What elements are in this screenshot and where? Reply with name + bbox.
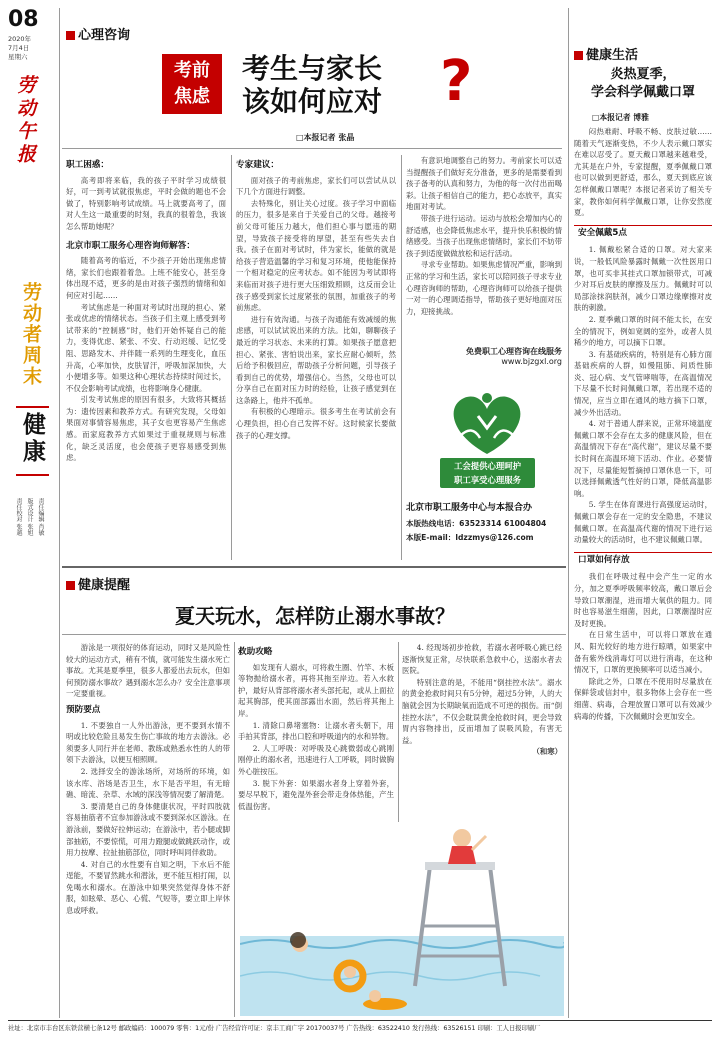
life-p5: 5. 学生在体育课进行高强度运动时，佩戴口罩会存在一定的安全隐患，不建议佩戴口罩。在高温高代谢的情况下进行运动量较大的活动时，也不建议佩戴口罩。 <box>574 500 712 545</box>
life-byline: □本报记者 博雅 <box>592 113 649 122</box>
trouble-heading: 职工困惑： <box>66 160 109 170</box>
org-info <box>406 500 566 543</box>
life-p2: 2. 夏季戴口罩的时间不能太长，在安全的情况下，例如宽阔的室外，或者人员稀少的地方，可以摘下口罩。 <box>574 314 712 348</box>
swim-col-3 <box>402 642 562 822</box>
rescue-p4: 3. 脱下外套：如果溺水者身上穿着外套，要尽早脱下，避免湿外套会带走身体热能，产生低温伤害。 <box>238 778 394 811</box>
answer-p1: 随着高考的临近，不少孩子开始出现焦虑情绪，家长们也跟着着急。上班不能安心，甚至身体出现不适，更多的是由对孩子强烈的情绪和如何应对引起…… <box>66 256 226 300</box>
trouble-text: 高考即将来临，我的孩子平时学习成绩很好，可一到考试就很焦虑，平时会做的题也不会做了，特别影响考试成绩。马上就要高考了，面对人生这一最重要的时刻，我真的很着急，我该怎么帮助她呢？ <box>66 175 226 231</box>
swim-credit: （和寒） <box>532 747 562 757</box>
expert-p5: 有意识地调整自己的努力。考前家长可以适当提醒孩子们做好充分准备，更多的是需要看到孩子备考的认真和努力，为他的每一次付出而喝彩。让孩子相信自己的能力，把心态放平，真实地面对考试。 <box>406 156 562 212</box>
lifeguard-illustration <box>240 826 564 1016</box>
editor-line-2: 版式设计 张旭 <box>26 498 33 536</box>
badge-line-2: 焦虑 <box>174 86 210 107</box>
issue-weekday: 星期六 <box>8 53 28 61</box>
logo-slogan-2: 职工享受心理服务 <box>454 475 521 485</box>
expert-p2: 去特殊化，别让关心过度。孩子学习中面临的压力，很多是来自于关爱自己的父母。越接考前父母可能压力越大，他们担心事与愿违的期望，导致孩子接受将的厚望，甚至有些失去自我。孩子在面对考试时，伴为家长，能做的就是给孩子营造温馨的学习和复习环境，使他能保持一个相对稳定的应考状态。如不能因为考试即将来临而对孩子进行更大压细致照顾，这反而会让孩子感受到家长过度紧张的氛围，加重孩子的考前焦虑。 <box>236 198 396 313</box>
masthead <box>8 8 56 208</box>
center-url: www.bjzgxl.org <box>501 357 562 366</box>
swim-p4: 4. 对自己的水性要有自知之明，下水后不能逞能，不要冒然跳水和潜泳，更不能互相打闹，以免喝水和溺水。在游泳中如果突然觉得身体不舒服，如眩晕、恶心、心慌、气短等，要立即上岸休息或呼救。 <box>66 859 230 916</box>
org-name: 北京市职工服务中心与本报合办 <box>406 503 533 513</box>
life-section-label: 健康生活 <box>574 44 638 63</box>
badge-exam-anxiety <box>162 54 222 114</box>
prevent-heading: 预防要点 <box>66 704 101 715</box>
swim-headline: 夏天玩水，怎样防止溺水事故？ <box>175 604 455 628</box>
center-name: 免费职工心理咨询在线服务 <box>466 347 562 356</box>
hotline: 本版热线电话：63523314 61004804 <box>406 519 547 528</box>
psych-section-label: 心理咨询 <box>66 24 130 43</box>
psych-headline <box>162 49 482 122</box>
headline-line-1: 考生与家长 <box>242 52 383 85</box>
answer-heading: 北京市职工服务心理咨询师解答： <box>66 240 195 251</box>
paper-name-logo: 劳动午报 <box>14 75 36 167</box>
life-heading-1: 安全佩戴5点 <box>574 225 712 242</box>
logo-slogan-1: 工会提供心理呵护 <box>454 461 521 471</box>
editor-credits <box>14 498 45 574</box>
answer-p3: 引发考试焦虑的原因有很多，大致将其概括为：遗传因素和教养方式。有研究发现，父母如果面对事情容易焦虑，其子女也更容易产生焦虑感。而家庭教养方式如果过于重视规则与标准化，缺乏灵活度，也会使孩子更容易感受到焦虑。 <box>66 395 226 463</box>
badge-line-1: 考前 <box>174 60 210 81</box>
footer-info: 社址：北京市丰台区东铁营横七条12号 邮政编码：100079 零售：1元/份 广告经营许可证：京丰工商广字 20170037号 广告热线：63522410 发行热线：63526151 印刷：工人日报印刷厂 <box>8 1025 541 1032</box>
editor-line-3: 责任校对 张越 <box>15 498 22 536</box>
life-p7: 在日常生活中，可以将口罩放在通风、阳光较好的地方进行晾晒，如果家中备有紫外线消毒灯可以进行消毒，在这种情况下，口罩的更换频率可以适当减小。 <box>574 630 712 675</box>
swim-section-label: 健康提醒 <box>66 574 130 593</box>
life-headline-2: 学会科学佩戴口罩 <box>590 85 695 100</box>
life-body <box>574 126 712 1016</box>
life-p6: 我们在呼吸过程中会产生一定的水分，加之夏季呼吸频率较高，戴口罩后会导致口罩潮湿，进而增大氧供的阻力。同时也容易滋生细菌，因此，口罩潮湿时应及时更换。 <box>574 572 712 628</box>
expert-p6: 带孩子进行运动。运动与放松会增加内心的舒适感，也会降低焦虑水平，提升快乐积极的情绪感受。当孩子出现焦虑情绪时，家长们不妨带孩子到适度做做放松和运行活动。 <box>406 213 562 258</box>
lifeguard-chair-pool-illustration <box>240 826 564 1016</box>
page-number: 08 <box>8 7 39 32</box>
psych-byline: □本报记者 张晶 <box>296 133 355 142</box>
swim-col-1 <box>66 642 230 1017</box>
life-p1: 1. 佩戴松紧合适的口罩。对大家来说，一般低风险暴露时佩戴一次性医用口罩，也可买非其挂式口罩加锁带式，可减少对耳后皮肤的摩擦及压力。佩戴时可以局部涂抹润肤剂，减少口罩边缘摩擦对皮肤的刺激。 <box>574 245 712 313</box>
life-p4: 4. 对于普通人群来说，正常环境温度佩戴口罩不会存在太多的健康风险，但在高温情况下存在“高代谢”，建议尽量不要长时间在高温环境下活动、作业。必要情况下，尽量能短暂摘掉口罩休息一下，可以选择佩戴透气性好的口罩，降低高温影响。 <box>574 419 712 498</box>
life-headline <box>574 66 712 102</box>
center-service <box>406 346 562 366</box>
answer-p2: 考试焦虑是一种面对考试时出现的担心、紧张或优虑的情绪状态。当孩子们主观上感受到考试带来的“控制感”时，他们开始怀疑自己的能力，变得优虑、紧张、不安、行动迟缓、记忆受阻、思路发木、并伴随一系列的生理变化，血压升高，心率加快，皮肤冒汗，呼吸加深加快，大小便增多等。如果这种心理状态持续时间过长，不仅会影响考试成绩，也将影响身心健康。 <box>66 302 226 393</box>
expert-heading: 专家建议： <box>236 160 279 170</box>
editor-line-1: 责任编辑 肖敏 <box>37 498 44 536</box>
supplement-title: 劳动者周末 <box>20 282 42 387</box>
question-mark: ? <box>440 49 473 114</box>
life-p3: 3. 有基础疾病的，特别是有心肺方面基础疾病的人群，如慢阻肺、间质性肺炎、冠心病、支气管哮喘等，在高温情况下尽量不长时间佩戴口罩，若出现不适的情况，应当立即在通风的地方摘下口罩，减少外出活动。 <box>574 349 712 417</box>
supplement-block <box>8 282 54 492</box>
expert-p1: 面对孩子的考前焦虑，家长们可以尝试从以下几个方面进行调整。 <box>236 175 396 197</box>
rescue-p2: 1. 清除口鼻堵塞物：让溺水者头朝下，用手拍其背部，排出口腔和呼吸道内的水和异物。 <box>238 720 394 742</box>
email: 本版E-mail：ldzzmys@126.com <box>406 533 534 542</box>
life-intro: 闷热难耐、呼吸不畅、皮肤过敏……随着天气逐渐变热，不少人表示戴口罩实在难以忍受了。夏天戴口罩越来越难受，尤其是在户外，专家提醒，夏季佩戴口罩也可以做到更舒适，那么，夏天到底应该怎样佩戴口罩呢？本报记者采访了相关专家，教你如何科学佩戴口罩，让你安然度夏。 <box>574 127 712 218</box>
section-name: 健康 <box>16 406 49 476</box>
union-logo <box>420 376 555 494</box>
expert-p7: 寻求专业帮助。如果焦虑情况严重，影响到正常的学习和生活，家长可以陪同孩子寻求专业心理咨询师的帮助，心理咨询师可以给孩子提供一对一的心理调适指导，帮助孩子更好地面对压力，迎接挑战。 <box>406 260 562 316</box>
life-heading-2: 口罩如何存放 <box>574 552 712 569</box>
expert-p4: 有积极的心理暗示。很多考生在考试前会有心理负担，担心自己发挥不好。这时候家长要做孩子的心理支撑。 <box>236 407 396 440</box>
swim-p1: 1. 不要独自一人外出游泳，更不要到水情不明或比较危险且易发生伤亡事故的地方去游泳。必须要多人同行并在老师、教练或熟悉水性的人的带领下去游泳，以便互相照顾。 <box>66 720 230 765</box>
rescue-p3: 2. 人工呼吸：对呼吸及心跳微弱或心跳刚刚停止的溺水者，迅速进行人工呼吸，同时做胸外心脏按压。 <box>238 743 394 776</box>
headline-text <box>242 52 382 118</box>
rescue-heading: 救助攻略 <box>238 647 273 657</box>
rescue-p1: 如发现有人溺水，可将救生圈、竹竿、木板等物抛给溺水者，再将其拖至岸边。若入水救护，最好从背部将溺水者头部托起，或从上面拉起其胸部，使其面部露出水面，然后将其拖上岸。 <box>238 662 394 718</box>
psych-col-1 <box>66 155 226 560</box>
issue-date: 2020年 <box>8 35 32 43</box>
rescue-p5: 4. 经现场初步抢救，若溺水者呼吸心跳已经逐渐恢复正常，尽快联系急救中心，送溺水者去医院。 <box>402 643 562 676</box>
swim-intro: 游泳是一项很好的体育运动，同时又是风险性较大的运动方式，稍有不慎，就可能发生溺水死亡事故。尤其是夏季里，很多人都爱出去玩水，但如何预防溺水事故？遇到溺水怎么办？安全注意事项一定要重视。 <box>66 643 230 699</box>
headline-line-2: 该如何应对 <box>242 85 383 118</box>
life-p8: 除此之外，口罩在不使用时尽量放在保鲜袋或信封中，很多物体上会存在一些细菌、病毒，合理放置口罩可以有效减少病毒的传播，下次佩戴时会更加安全。 <box>574 676 712 721</box>
life-headline-1: 炎热夏季， <box>610 67 676 82</box>
expert-p3: 进行有效沟通。与孩子沟通能有效减缓的焦虑感，可以试试说出来的方法。比如，聊聊孩子最近的学习状态、未来的打算。如果孩子愿意把担心、紧张、害怕说出来，家长应耐心倾听，然后给予积极回应，帮助孩子分析问题，引导孩子看到自己的优势，增强信心。当然，父母也可以分享自己在面对压力时的经验，让孩子感觉到在这条路上，他并不孤单。 <box>236 314 396 405</box>
psych-col-2 <box>236 155 396 560</box>
psych-col-3 <box>406 155 562 325</box>
swim-p3: 3. 要清楚自己的身体健康状况，平时四肢就容易抽筋者不宜参加游泳或不要到深水区游泳。在游泳前，要做好拉伸运动；在游泳中，若小腿或脚部抽筋，不要惊慌，可用力蹬腿或做跳跃动作，或用力按摩、拉扯抽筋部位，同时呼叫同伴救助。 <box>66 801 230 858</box>
swim-p2: 2. 选择安全的游泳场所，对场所的环境，如该水库、浴场是否卫生，水下是否平坦，有无暗礁、暗流、杂草、水域的深浅等情况要了解清楚。 <box>66 766 230 800</box>
rescue-p6: 特别注意的是，不能用“倒挂控水法”。溺水的黄金抢救时间只有5分钟，超过5分钟，人的大脑就会因为长期缺氧而造成不可逆的损伤。而“倒挂控水法”，不仅会耽误黄金抢救时间，更会导致胃内容物排出，反而增加了误吸风险，有害无益。 <box>402 677 562 745</box>
issue-date-2: 7月4日 <box>8 44 30 52</box>
